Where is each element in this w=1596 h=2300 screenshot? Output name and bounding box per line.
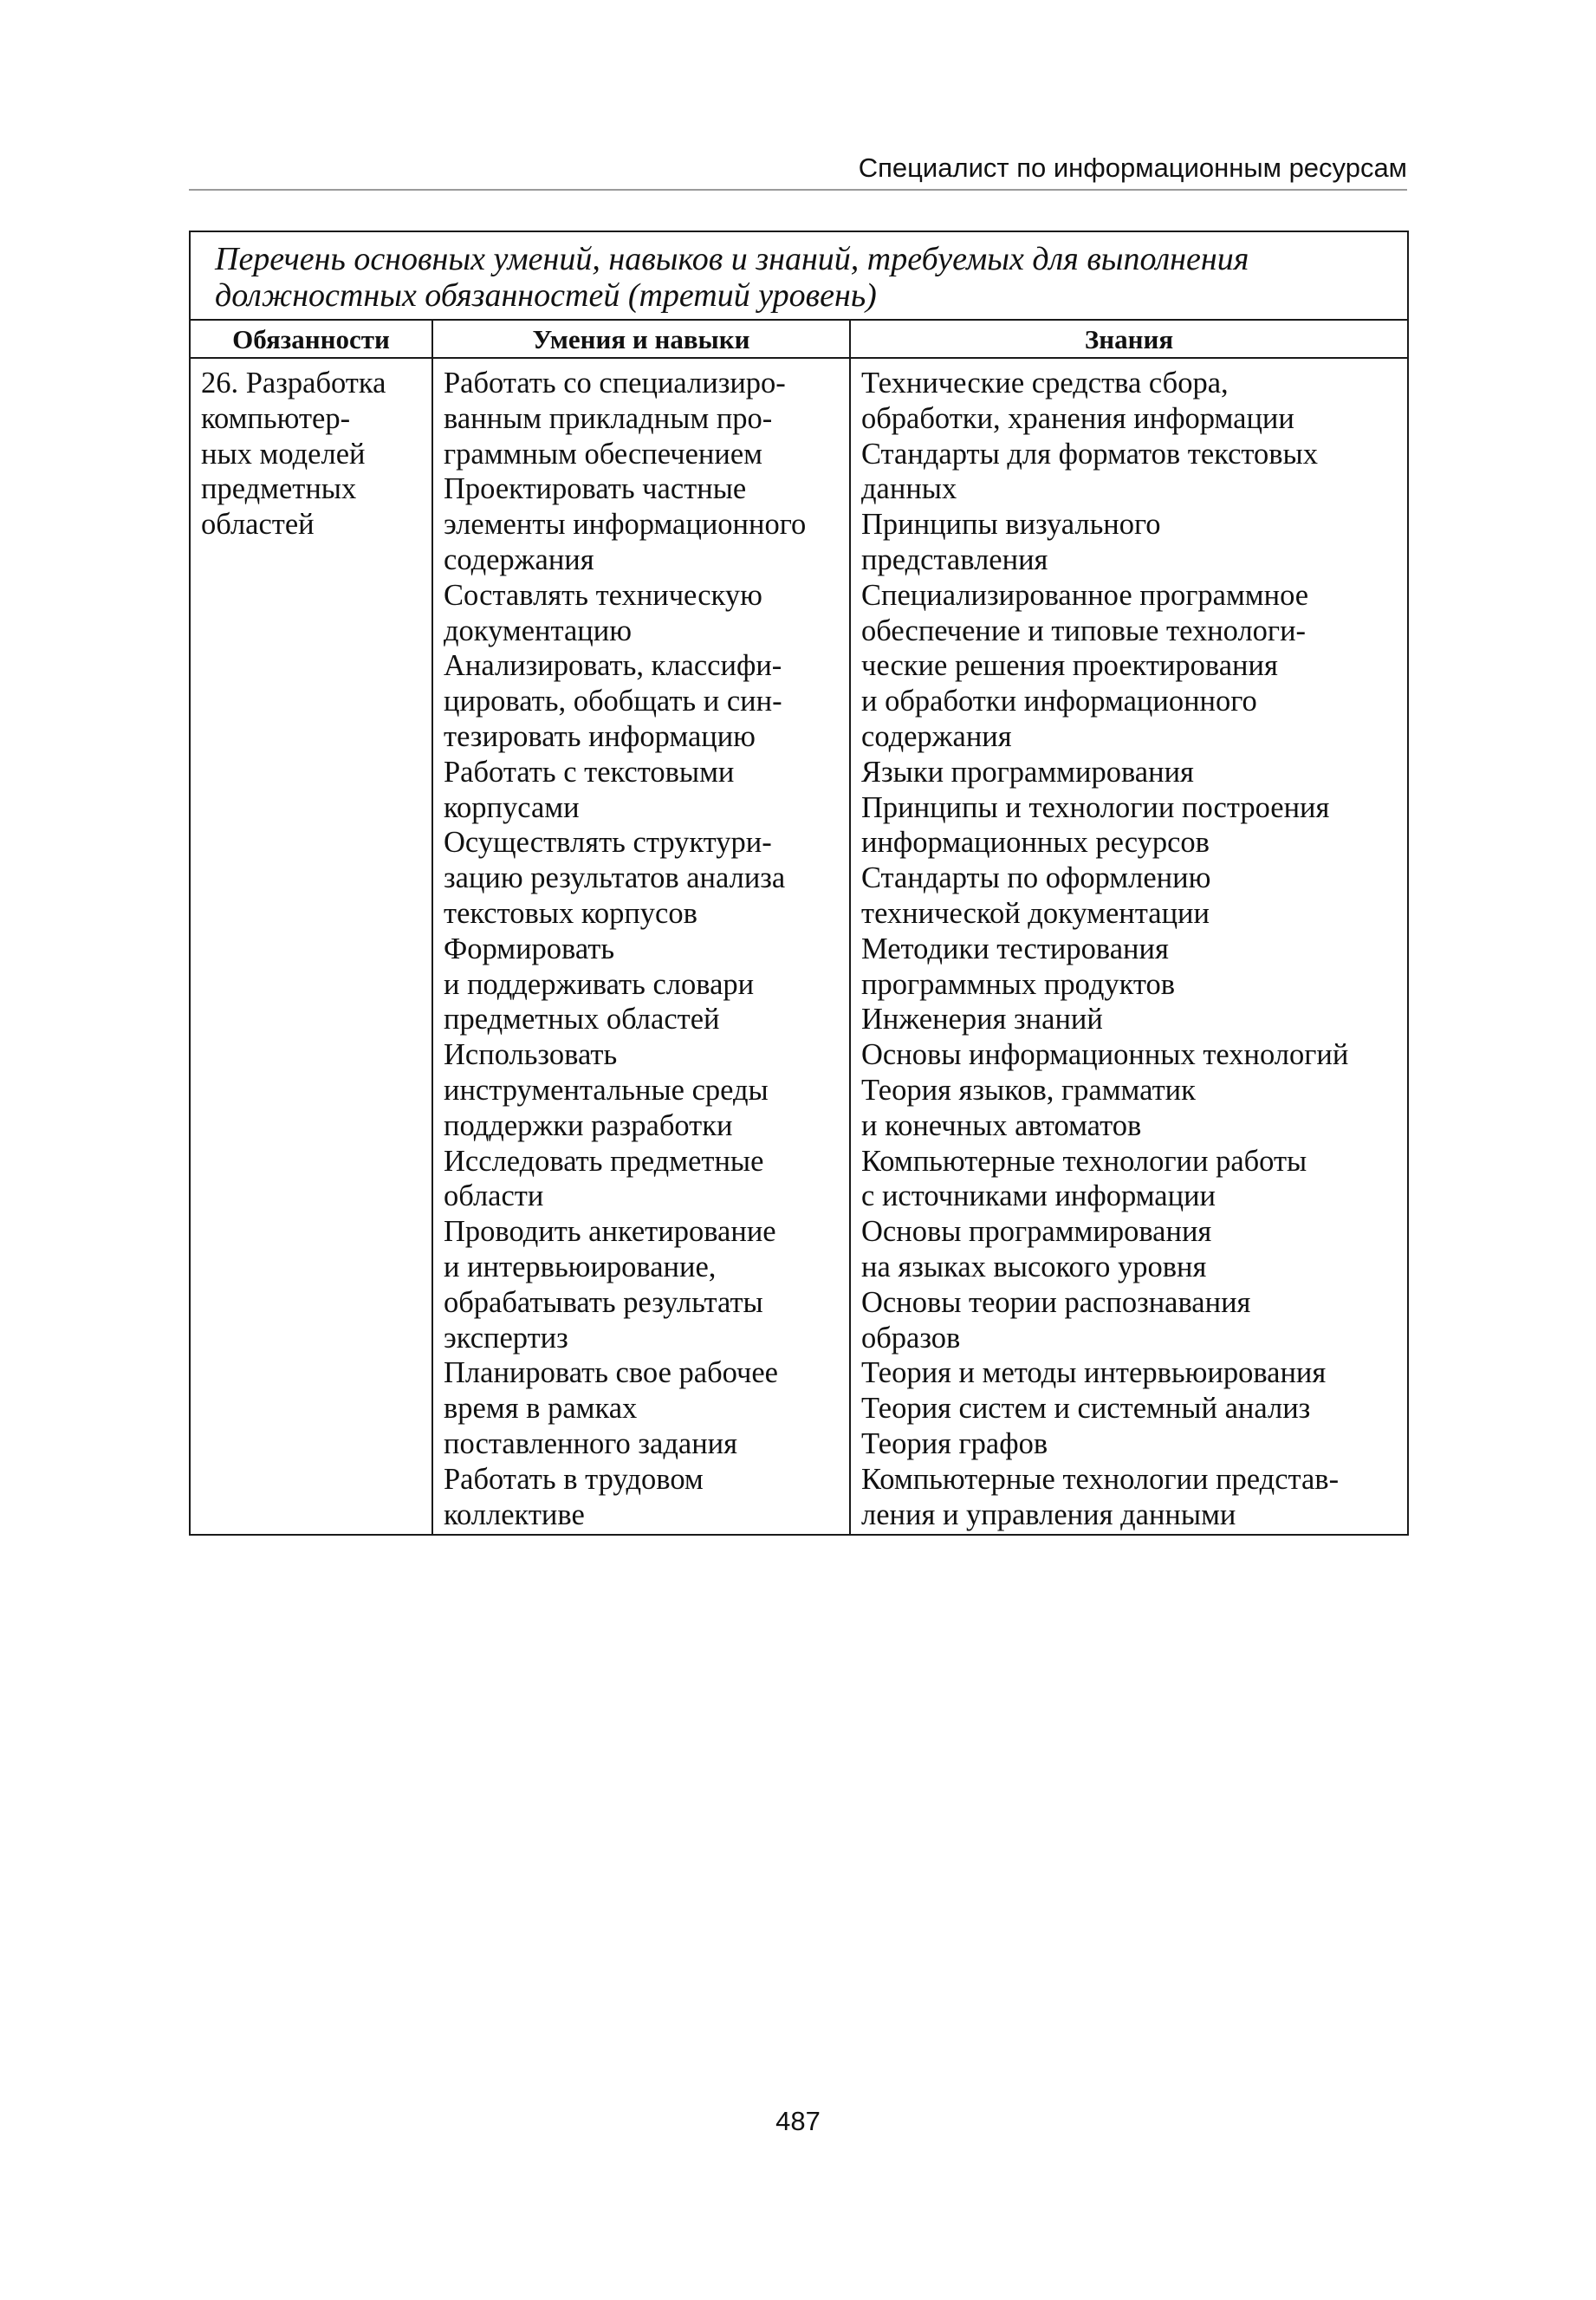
- duties-line: областей: [201, 508, 315, 542]
- knowledge-line: данных: [861, 472, 957, 506]
- knowledge-line: технической документации: [861, 896, 1210, 930]
- skills-line: документацию: [444, 614, 632, 647]
- knowledge-line: информационных ресурсов: [861, 826, 1210, 860]
- skills-line: Работать со специализиро-: [444, 367, 786, 400]
- knowledge-line: Теория графов: [861, 1426, 1048, 1460]
- skills-line: поддержки разработки: [444, 1108, 733, 1142]
- skills-line: поставленного задания: [444, 1426, 738, 1460]
- skills-line: зацию результатов анализа: [444, 861, 786, 895]
- knowledge-line: обработки, хранения информации: [861, 401, 1294, 435]
- knowledge-line: ческие решения проектирования: [861, 649, 1278, 683]
- competency-table: [189, 231, 1409, 1536]
- knowledge-line: на языках высокого уровня: [861, 1250, 1207, 1283]
- header-knowledge: Знания: [850, 320, 1408, 358]
- competency-table-wrapper: [189, 231, 1407, 1536]
- caption-row: [190, 231, 1408, 320]
- knowledge-line: Языки программирования: [861, 755, 1194, 789]
- knowledge-line: обеспечение и типовые технологи-: [861, 614, 1307, 647]
- skills-line: Проводить анкетирование: [444, 1215, 776, 1249]
- knowledge-line: Специализированное программное: [861, 578, 1309, 612]
- skills-line: Составлять техническую: [444, 578, 762, 612]
- skills-line: тезировать информацию: [444, 719, 756, 753]
- table-caption: [190, 231, 1408, 320]
- skills-line: текстовых корпусов: [444, 896, 697, 930]
- skills-line: содержания: [444, 543, 594, 576]
- duties-line: 26. Разработка: [201, 367, 386, 400]
- header-row: [190, 320, 1408, 358]
- knowledge-line: программных продуктов: [861, 967, 1176, 1001]
- page-number: 487: [775, 2106, 821, 2136]
- knowledge-line: представления: [861, 543, 1048, 576]
- skills-line: Использовать: [444, 1038, 618, 1072]
- skills-line: Планировать свое рабочее: [444, 1356, 778, 1390]
- knowledge-line: Компьютерные технологии работы: [861, 1144, 1307, 1178]
- skills-line: Проектировать частные: [444, 472, 747, 506]
- skills-line: Формировать: [444, 932, 615, 965]
- header-duties: Обязанности: [190, 320, 432, 358]
- knowledge-line: Принципы и технологии построения: [861, 790, 1330, 824]
- skills-cell: [432, 358, 850, 1535]
- knowledge-line: Основы теории распознавания: [861, 1285, 1251, 1319]
- skills-line: Исследовать предметные: [444, 1144, 764, 1178]
- knowledge-line: Основы информационных технологий: [861, 1038, 1349, 1072]
- knowledge-line: и конечных автоматов: [861, 1108, 1142, 1142]
- knowledge-line: Компьютерные технологии представ-: [861, 1462, 1340, 1496]
- knowledge-line: ления и управления данными: [861, 1498, 1236, 1531]
- duties-line: компьютер-: [201, 401, 351, 435]
- skills-line: Работать в трудовом: [444, 1462, 704, 1496]
- knowledge-line: Стандарты по оформлению: [861, 861, 1211, 895]
- knowledge-line: Основы программирования: [861, 1215, 1212, 1249]
- header-skills: Умения и навыки: [432, 320, 850, 358]
- skills-line: области: [444, 1179, 544, 1213]
- table-caption-line: Перечень основных умений, навыков и знаний, требуемых для выполнения: [215, 241, 1249, 277]
- knowledge-line: Принципы визуального: [861, 508, 1161, 542]
- skills-line: и поддерживать словари: [444, 967, 755, 1001]
- skills-line: коллективе: [444, 1498, 585, 1531]
- knowledge-line: Методики тестирования: [861, 932, 1169, 965]
- running-head: Специалист по информационным ресурсам: [189, 153, 1407, 191]
- skills-line: время в рамках: [444, 1392, 638, 1426]
- skills-line: инструментальные среды: [444, 1073, 769, 1107]
- duties-line: ных моделей: [201, 437, 366, 471]
- skills-line: корпусами: [444, 790, 580, 824]
- skills-line: ванным прикладным про-: [444, 401, 773, 435]
- skills-line: элементы информационного: [444, 508, 807, 542]
- skills-line: предметных областей: [444, 1003, 720, 1036]
- skills-line: Осуществлять структури-: [444, 826, 772, 860]
- knowledge-line: образов: [861, 1321, 961, 1355]
- knowledge-line: Технические средства сбора,: [861, 367, 1229, 400]
- knowledge-line: Теория языков, грамматик: [861, 1073, 1196, 1107]
- table-caption-line: должностных обязанностей (третий уровень): [215, 277, 877, 314]
- knowledge-line: и обработки информационного: [861, 685, 1257, 718]
- duties-cell: [190, 358, 432, 1535]
- table-row: [190, 358, 1408, 1535]
- skills-line: Работать с текстовыми: [444, 755, 735, 789]
- skills-line: экспертиз: [444, 1321, 568, 1355]
- knowledge-line: Теория систем и системный анализ: [861, 1392, 1311, 1426]
- duties-line: предметных: [201, 472, 357, 506]
- knowledge-cell: [850, 358, 1408, 1535]
- skills-line: обрабатывать результаты: [444, 1285, 763, 1319]
- knowledge-line: Стандарты для форматов текстовых: [861, 437, 1318, 471]
- knowledge-line: Инженерия знаний: [861, 1003, 1103, 1036]
- skills-line: граммным обеспечением: [444, 437, 762, 471]
- skills-line: цировать, обобщать и син-: [444, 685, 782, 718]
- skills-line: Анализировать, классифи-: [444, 649, 782, 683]
- knowledge-line: содержания: [861, 719, 1012, 753]
- knowledge-line: с источниками информации: [861, 1179, 1216, 1213]
- knowledge-line: Теория и методы интервьюирования: [861, 1356, 1327, 1390]
- skills-line: и интервьюирование,: [444, 1250, 717, 1283]
